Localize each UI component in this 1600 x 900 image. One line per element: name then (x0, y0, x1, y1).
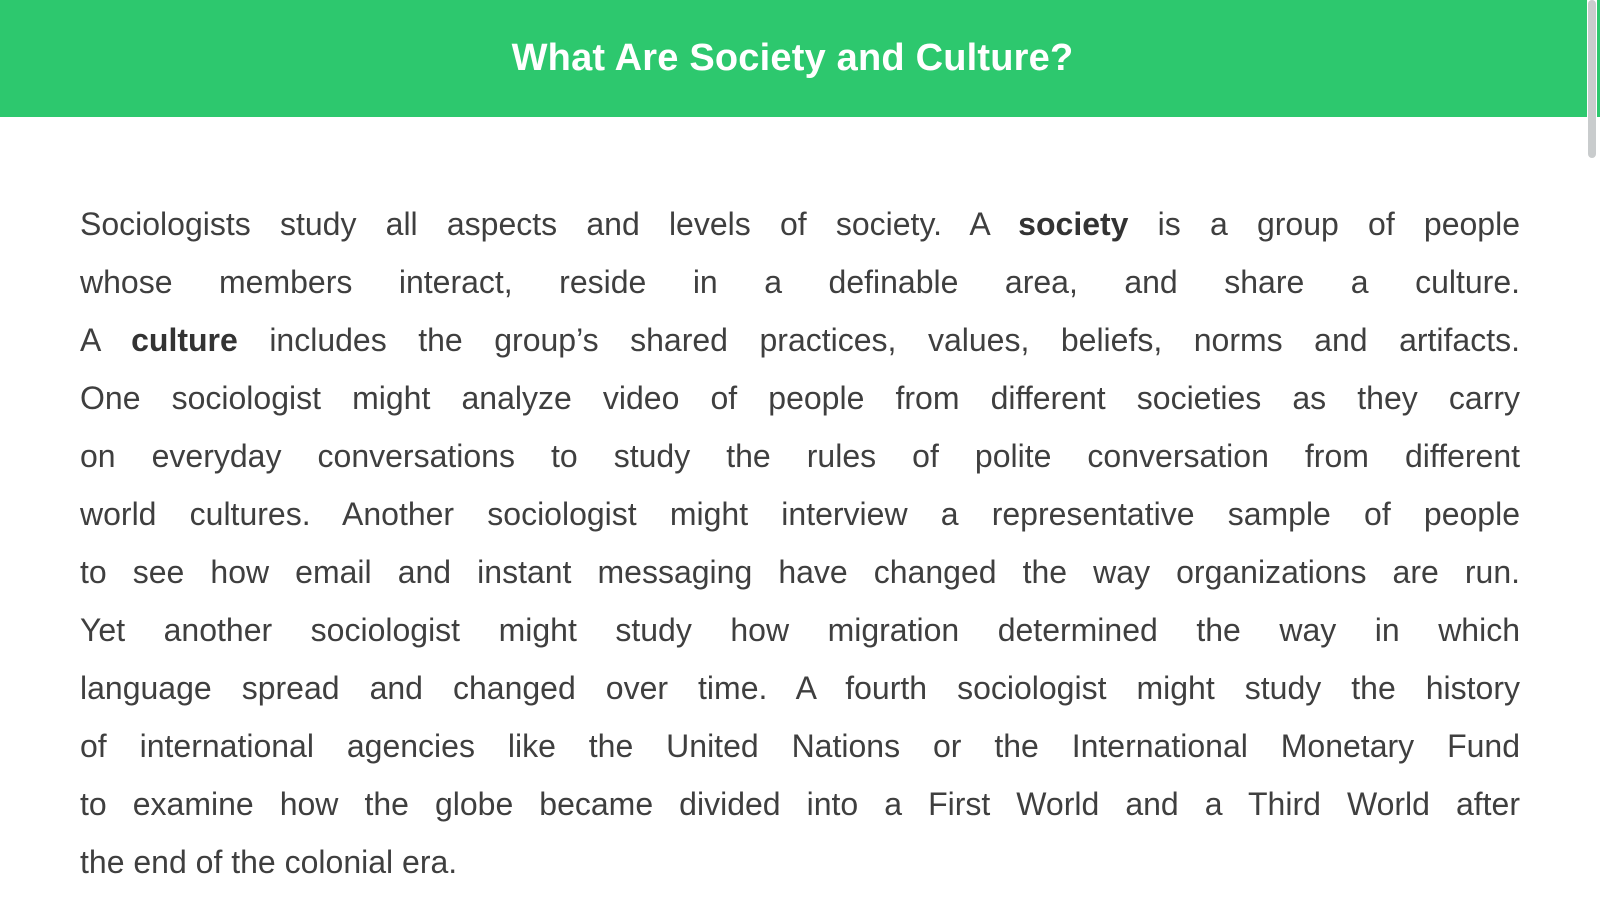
text-line: world cultures. Another sociologist might interview a representative sample of people (80, 496, 1520, 532)
text-line: on everyday conversations to study the rules of polite conversation from different (80, 438, 1520, 474)
text-line: Yet another sociologist might study how migration determined the way in which (80, 612, 1520, 648)
content-area (0, 117, 1600, 891)
section-header (0, 0, 1600, 117)
text-line: to see how email and instant messaging have changed the way organizations are run. (80, 554, 1520, 590)
text-line: A culture includes the group’s shared practices, values, beliefs, norms and artifacts. (80, 322, 1521, 358)
scrollbar-track[interactable] (1587, 0, 1597, 900)
text-line: One sociologist might analyze video of people from different societies as they carry (80, 380, 1520, 416)
text-line: the end of the colonial era. (80, 844, 458, 880)
key-term: culture (131, 322, 238, 358)
text-line: language spread and changed over time. A fourth sociologist might study the history (80, 670, 1520, 706)
text-line: to examine how the globe became divided into a First World and a Third World after (80, 786, 1520, 822)
text-line: whose members interact, reside in a definable area, and share a culture. (80, 264, 1520, 300)
text-line: Sociologists study all aspects and levels of society. A society is a group of people (80, 206, 1520, 242)
key-term: society (1018, 206, 1129, 242)
scrollbar-thumb[interactable] (1588, 0, 1596, 158)
body-paragraph (80, 195, 1520, 891)
section-title: What Are Society and Culture? (511, 37, 1074, 79)
text-line: of international agencies like the United Nations or the International Monetary Fund (80, 728, 1520, 764)
